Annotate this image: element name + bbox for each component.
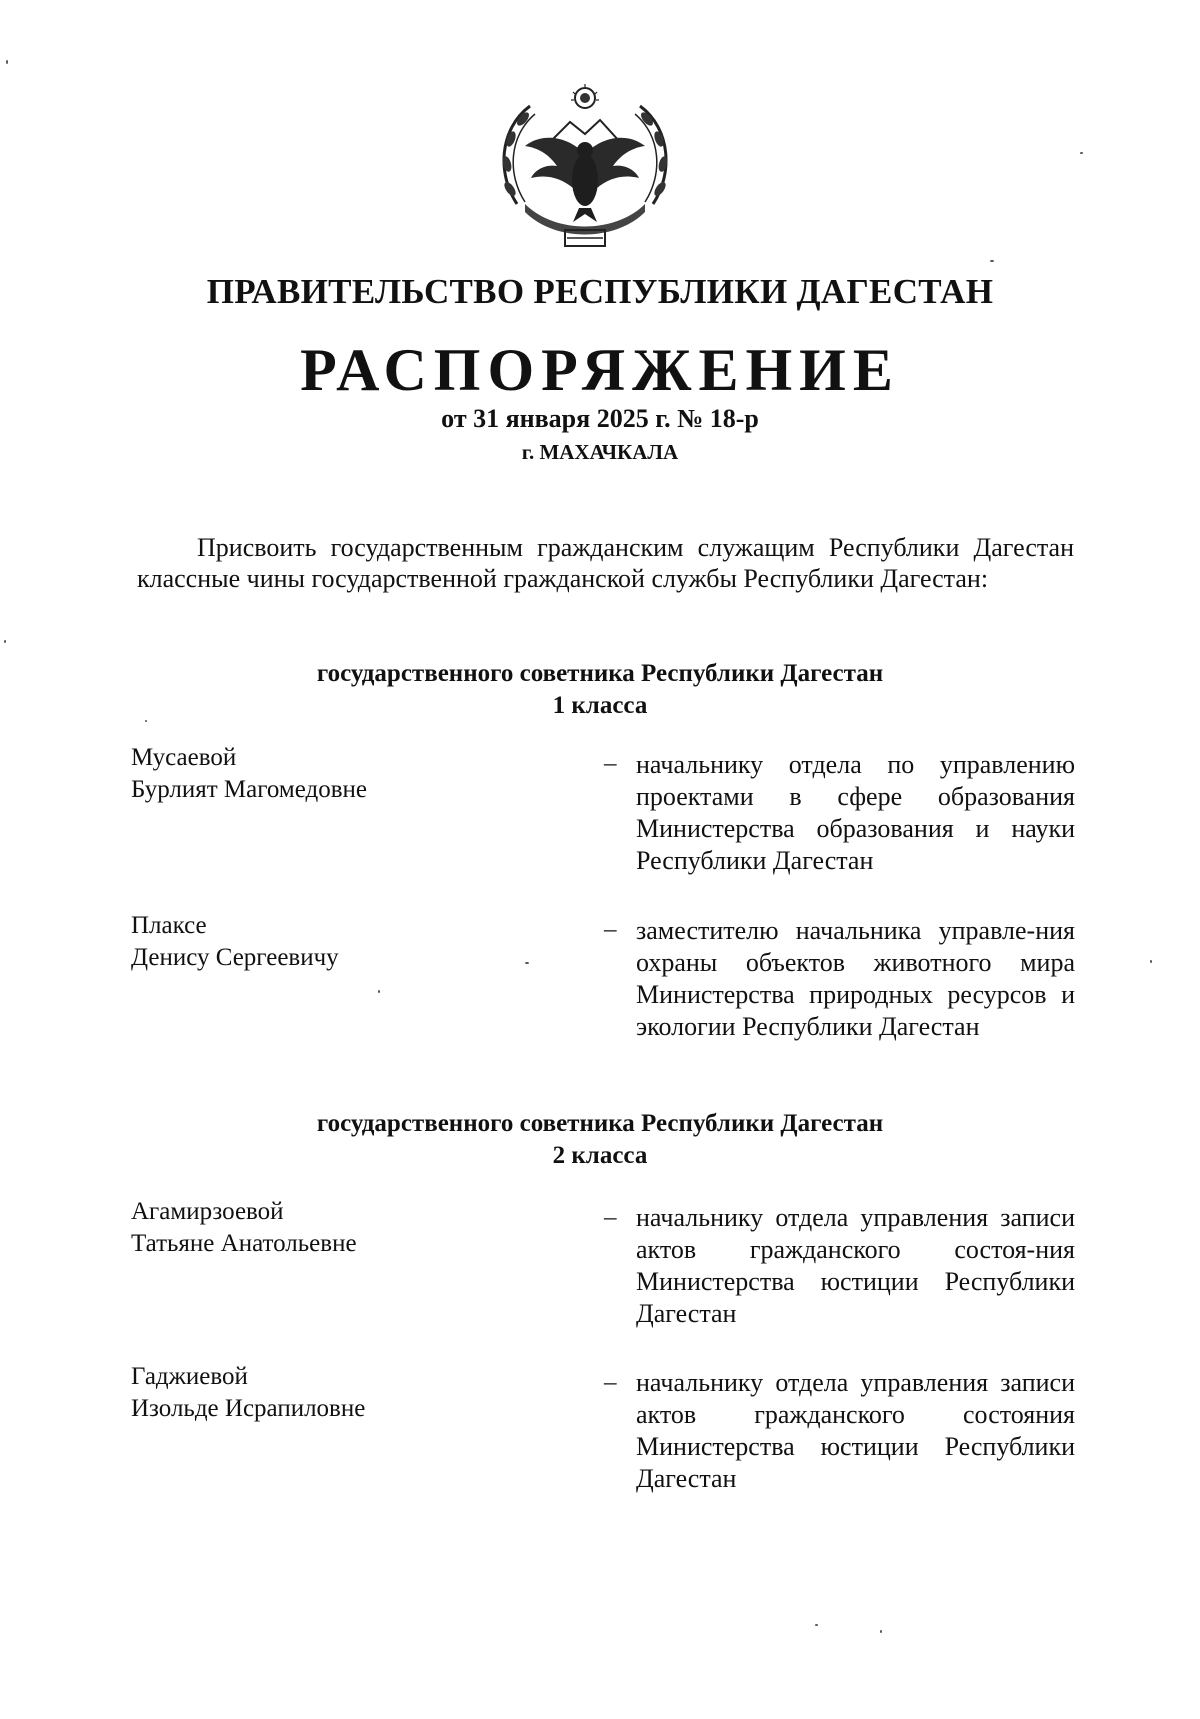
dash-separator: – (604, 750, 617, 777)
person-name (131, 910, 551, 974)
scan-speck (525, 962, 529, 964)
class-heading-line: 2 класса (552, 1142, 648, 1169)
scan-speck (815, 1624, 818, 1626)
dash-separator: – (604, 1369, 617, 1396)
person-given-names: Денису Сергеевичу (131, 944, 339, 971)
person-name (131, 1361, 551, 1425)
class-heading-2 (0, 1108, 1200, 1172)
class-heading-line: государственного советника Республики Дагестан (316, 660, 884, 687)
dash-separator: – (604, 1204, 617, 1231)
person-surname: Агамирзоевой (131, 1198, 284, 1225)
scan-speck (880, 1630, 882, 1633)
person-surname: Гаджиевой (131, 1363, 248, 1390)
scan-speck (1150, 960, 1152, 963)
government-title: ПРАВИТЕЛЬСТВО РЕСПУБЛИКИ ДАГЕСТАН (206, 272, 994, 311)
person-position: начальнику отдела управления записи актов гражданского состояния Министерства юстиции Республики Дагестан (636, 1368, 1075, 1493)
person-surname: Плаксе (131, 912, 207, 939)
dash-separator: – (604, 916, 617, 943)
scan-speck (4, 640, 6, 643)
person-name (131, 1196, 551, 1260)
class-heading-line: государственного советника Республики Дагестан (316, 1110, 884, 1137)
person-given-names: Изольде Исрапиловне (131, 1395, 366, 1422)
person-position: начальнику отдела управления записи актов гражданского состоя-ния Министерства юстиции Республики Дагестан (636, 1203, 1075, 1328)
person-given-names: Татьяне Анатольевне (131, 1230, 357, 1257)
scan-speck (145, 720, 147, 722)
class-heading-1 (0, 658, 1200, 722)
class-heading-line: 1 класса (552, 692, 648, 719)
scan-speck (6, 60, 8, 64)
scan-speck (1080, 152, 1083, 154)
person-given-names: Бурлият Магомедовне (131, 776, 367, 803)
person-name (131, 742, 551, 806)
document-type-title: РАСПОРЯЖЕНИЕ (300, 337, 900, 403)
scan-speck (378, 990, 380, 993)
person-position: начальнику отдела по управлению проектами в сфере образования Министерства образования и науки Республики Дагестан (636, 750, 1075, 875)
scan-speck (990, 260, 994, 262)
dagestan-coat-of-arms-emblem (495, 84, 675, 250)
document-date-number: от 31 января 2025 г. № 18-р (441, 404, 759, 433)
person-surname: Мусаевой (131, 744, 237, 771)
document-city: г. МАХАЧКАЛА (521, 440, 679, 464)
intro-paragraph: Присвоить государственным гражданским служащим Республики Дагестан классные чины государственной гражданской службы Республики Дагестан: (137, 533, 1074, 593)
person-position: заместителю начальника управле-ния охраны объектов животного мира Министерства природных ресурсов и экологии Республики Дагестан (636, 916, 1075, 1041)
